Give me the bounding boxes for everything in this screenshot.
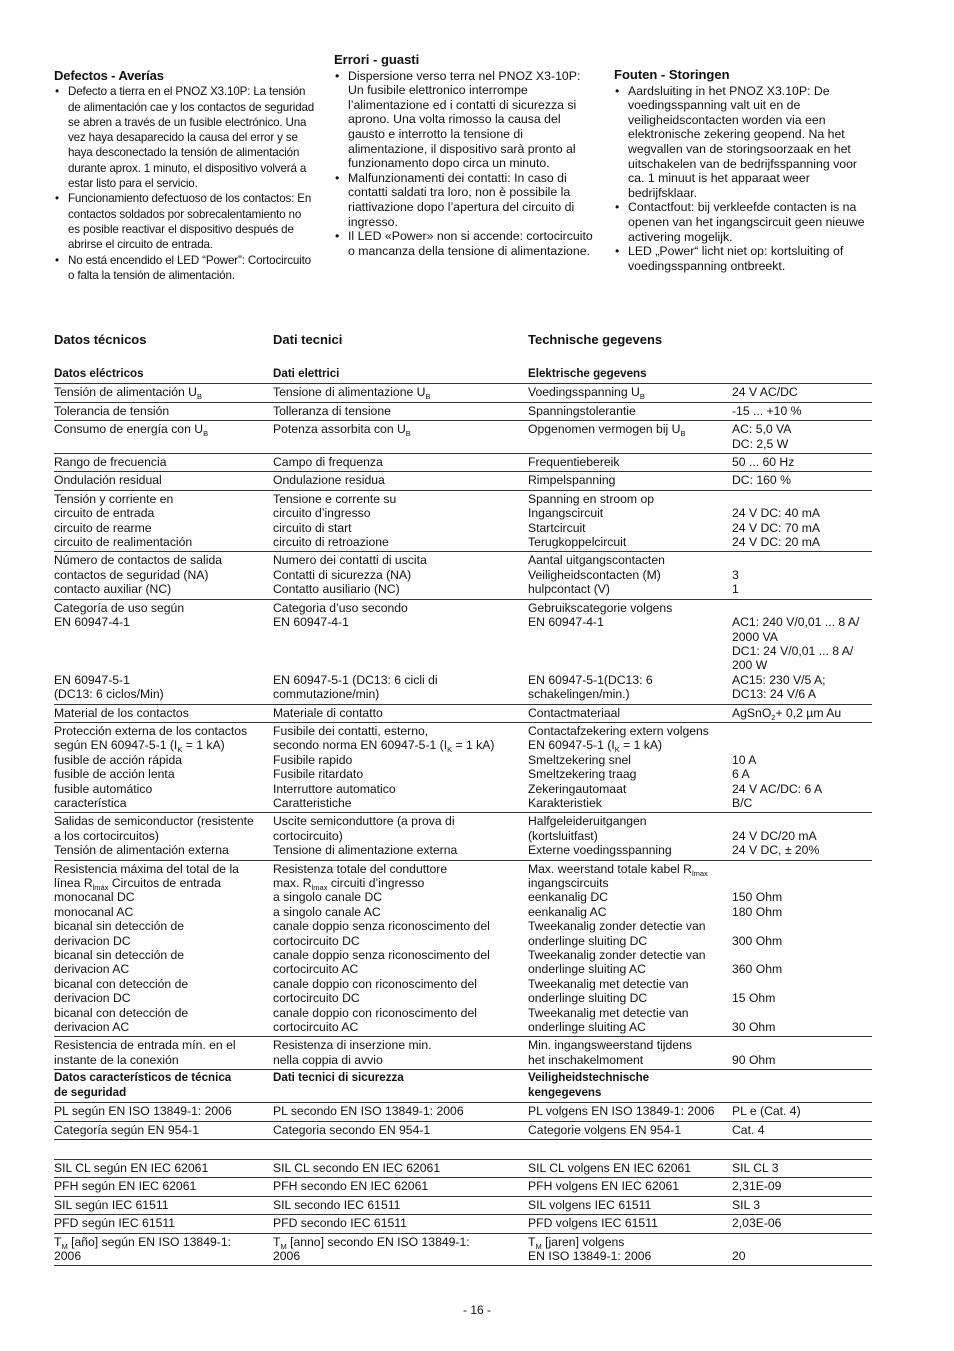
- cell-value: 3 1: [732, 552, 872, 599]
- cell-es: Datos característicos de técnica de seguridad: [54, 1070, 273, 1103]
- cell-it: Dati elettrici: [273, 366, 528, 384]
- cell-value: -15 ... +10 %: [732, 402, 872, 420]
- cell-nl: Frequentiebereik: [528, 454, 732, 472]
- table-row: [54, 384, 872, 402]
- nl-faults-list: [614, 84, 876, 274]
- cell-value: AC: 5,0 VA DC: 2,5 W: [732, 421, 872, 454]
- cell-es: Tensión y corriente en circuito de entrada circuito de rearme circuito de realimentación: [54, 490, 273, 552]
- cell-es: Consumo de energía con $U_B$: [54, 421, 273, 454]
- cell-nl: SIL CL volgens EN IEC 62061: [528, 1159, 732, 1177]
- cell-it: SIL secondo IEC 61511: [273, 1196, 528, 1214]
- cell-value: 2,03E-06: [732, 1215, 872, 1233]
- table-row: [54, 722, 872, 812]
- cell-value: 24 V DC: 40 mA 24 V DC: 70 mA 24 V DC: 20 mA: [732, 490, 872, 552]
- page-number: - 16 -: [462, 1303, 491, 1317]
- table-row: [54, 402, 872, 420]
- bullet-item: • Il LED «Power» non si accende: cortocircuito o mancanza della tensione di alimentazione.: [334, 229, 596, 258]
- table-row: [54, 1139, 872, 1159]
- cell-it: Numero dei contatti di uscita Contatti di sicurezza (NA) Contatto ausiliario (NC): [273, 552, 528, 599]
- bullet-item: • LED „Power“ licht niet op: kortsluiting of voedingsspanning ontbreekt.: [614, 244, 876, 273]
- cell-value: [732, 1139, 872, 1159]
- heading-it: Dati tecnici: [273, 332, 343, 347]
- cell-it: Materiale di contatto: [273, 704, 528, 722]
- cell-nl: Max. weerstand totale kabel $R_{lmax}$ ingangscircuits eenkanalig DC eenkanalig AC Tweekanalig zonder detectie van onderlinge sluiting DC Tweekanalig zonder detectie van onderlinge sluiting AC Tweekanalig met detectie van onderlinge sluiting DC Tweekanalig met detectie van onderlinge sluiting AC: [528, 860, 732, 1037]
- cell-value: SIL 3: [732, 1196, 872, 1214]
- cell-nl: Rimpelspanning: [528, 472, 732, 490]
- technical-data-table: [54, 366, 872, 1266]
- table-row: [54, 813, 872, 860]
- cell-es: SIL CL según EN IEC 62061: [54, 1159, 273, 1177]
- cell-nl: Opgenomen vermogen bij $U_B$: [528, 421, 732, 454]
- cell-nl: Contactafzekering extern volgens EN 60947-5-1 ($I_K = 1$ kA) Smeltzekering snel Smeltzekering traag Zekeringautomaat Karakteristiek: [528, 722, 732, 812]
- cell-es: Tolerancia de tensión: [54, 402, 273, 420]
- bullet-item: • No está encendido el LED “Power”: Cortocircuito o falta la tensión de alimentación.: [54, 253, 316, 284]
- nl-faults-title: Fouten - Storingen: [614, 67, 730, 82]
- cell-nl: Gebruikscategorie volgens EN 60947-4-1 EN 60947-5-1(DC13: 6 schakelingen/min.): [528, 599, 732, 704]
- cell-value: AgSnO$_2$+ 0,2 µm Au: [732, 704, 872, 722]
- cell-it: PFH secondo EN IEC 62061: [273, 1178, 528, 1196]
- bullet-item: • Contactfout: bij verkleefde contacten is na openen van het ingangscircuit geen nieuwe activering mogelijk.: [614, 200, 876, 244]
- table-row: [54, 1159, 872, 1177]
- cell-es: PFD según IEC 61511: [54, 1215, 273, 1233]
- cell-es: Categoría según EN 954-1: [54, 1121, 273, 1139]
- cell-nl: Spanning en stroom op Ingangscircuit Startcircuit Terugkoppelcircuit: [528, 490, 732, 552]
- cell-nl: $T_M$ [jaren] volgens EN ISO 13849-1: 2006: [528, 1233, 732, 1266]
- cell-it: Categoria secondo EN 954-1: [273, 1121, 528, 1139]
- cell-value: SIL CL 3: [732, 1159, 872, 1177]
- cell-nl: Elektrische gegevens: [528, 366, 732, 384]
- table-row: [54, 1103, 872, 1121]
- table-row: [54, 1178, 872, 1196]
- cell-es: Resistencia máxima del total de la línea $R_{lmáx}$ Circuitos de entrada monocanal DC monocanal AC bicanal sin detección de derivacion DC bicanal sin detección de derivacion AC bicanal con detección de derivacion DC bicanal con detección de derivacion AC: [54, 860, 273, 1037]
- cell-nl: SIL volgens IEC 61511: [528, 1196, 732, 1214]
- cell-nl: Aantal uitgangscontacten Veiligheidscontacten (M) hulpcontact (V): [528, 552, 732, 599]
- cell-it: $T_M$ [anno] secondo EN ISO 13849-1: 2006: [273, 1233, 528, 1266]
- es-faults-section: [54, 68, 316, 283]
- cell-es: Categoría de uso según EN 60947-4-1 EN 60947-5-1 (DC13: 6 ciclos/Min): [54, 599, 273, 704]
- cell-nl: Contactmateriaal: [528, 704, 732, 722]
- cell-it: Ondulazione residua: [273, 472, 528, 490]
- cell-nl: Spanningstolerantie: [528, 402, 732, 420]
- section-header-row: [54, 1070, 872, 1103]
- cell-es: Protección externa de los contactos según EN 60947-5-1 ($I_K = 1$ kA) fusible de acción rápida fusible de acción lenta fusible automático característica: [54, 722, 273, 812]
- bullet-item: • Dispersione verso terra nel PNOZ X3-10P: Un fusibile elettronico interrompe l’alimentazione ed i contatti di sicurezza si aprono. Una volta rimosso la causa del gausto e interrotto la tensione di alimentazione, il dispositivo sarà pronto al funzionamento dopo circa un minuto.: [334, 69, 596, 171]
- cell-it: Dati tecnici di sicurezza: [273, 1070, 528, 1103]
- table-row: [54, 860, 872, 1037]
- cell-es: Salidas de semiconductor (resistente a los cortocircuitos) Tensión de alimentación externa: [54, 813, 273, 860]
- table-row: [54, 599, 872, 704]
- cell-it: Resistenza totale del conduttore max. $R_{lmax}$ circuiti d’ingresso a singolo canale DC a singolo canale AC canale doppio senza riconoscimento del cortocircuito DC canale doppio senza riconoscimento del cortocircuito AC canale doppio con riconoscimento del cortocircuito DC canale doppio con riconoscimento del cortocircuito AC: [273, 860, 528, 1037]
- cell-it: PFD secondo IEC 61511: [273, 1215, 528, 1233]
- cell-value: 150 Ohm 180 Ohm 300 Ohm 360 Ohm 15 Ohm 30 Ohm: [732, 860, 872, 1037]
- cell-nl: Categorie volgens EN 954-1: [528, 1121, 732, 1139]
- cell-value: PL e (Cat. 4): [732, 1103, 872, 1121]
- table-row: [54, 454, 872, 472]
- cell-es: Resistencia de entrada mín. en el instante de la conexión: [54, 1037, 273, 1070]
- cell-nl: Veiligheidstechnische kengegevens: [528, 1070, 732, 1103]
- cell-value: 24 V AC/DC: [732, 384, 872, 402]
- cell-nl: PL volgens EN ISO 13849-1: 2006: [528, 1103, 732, 1121]
- cell-es: PFH según EN IEC 62061: [54, 1178, 273, 1196]
- it-faults-title: Errori - guasti: [334, 52, 420, 67]
- cell-nl: Min. ingangsweerstand tijdens het inschakelmoment: [528, 1037, 732, 1070]
- cell-value: 90 Ohm: [732, 1037, 872, 1070]
- bullet-item: • Funcionamiento defectuoso de los contactos: En contactos soldados por sobrecalentamiento no es posible reactivar el dispositivo después de abrirse el circuito de entrada.: [54, 191, 316, 252]
- cell-it: PL secondo EN ISO 13849-1: 2006: [273, 1103, 528, 1121]
- section-header-row: [54, 366, 872, 384]
- cell-es: Datos eléctricos: [54, 366, 273, 384]
- table-row: [54, 1121, 872, 1139]
- cell-nl: Halfgeleideruitgangen (kortsluitfast) Externe voedingsspanning: [528, 813, 732, 860]
- it-faults-section: [334, 53, 596, 258]
- table-row: [54, 704, 872, 722]
- cell-nl: PFD volgens IEC 61511: [528, 1215, 732, 1233]
- cell-es: Número de contactos de salida contactos de seguridad (NA) contacto auxiliar (NC): [54, 552, 273, 599]
- cell-it: Potenza assorbita con $U_B$: [273, 421, 528, 454]
- cell-value: 24 V DC/20 mA 24 V DC, ± 20%: [732, 813, 872, 860]
- cell-es: $T_M$ [año] según EN ISO 13849-1: 2006: [54, 1233, 273, 1266]
- cell-it: Tensione e corrente su circuito d’ingresso circuito di start circuito di retroazione: [273, 490, 528, 552]
- table-row: [54, 1037, 872, 1070]
- table-row: [54, 421, 872, 454]
- es-faults-list: [54, 84, 316, 283]
- cell-nl: [528, 1139, 732, 1159]
- cell-it: [273, 1139, 528, 1159]
- table-row: [54, 1215, 872, 1233]
- cell-es: SIL según IEC 61511: [54, 1196, 273, 1214]
- heading-es: Datos técnicos: [54, 332, 147, 347]
- cell-es: PL según EN ISO 13849-1: 2006: [54, 1103, 273, 1121]
- cell-es: Tensión de alimentación $U_B$: [54, 384, 273, 402]
- nl-faults-section: [614, 68, 876, 273]
- heading-nl: Technische gegevens: [528, 332, 663, 347]
- cell-es: [54, 1139, 273, 1159]
- cell-it: Tensione di alimentazione $U_B$: [273, 384, 528, 402]
- es-faults-title: Defectos - Averías: [54, 68, 164, 83]
- bullet-item: • Malfunzionamenti dei contatti: In caso di contatti saldati tra loro, non è possibile la riattivazione dopo l’apertura del circuito di ingresso.: [334, 171, 596, 229]
- cell-nl: Voedingsspanning $U_B$: [528, 384, 732, 402]
- cell-value: 50 ... 60 Hz: [732, 454, 872, 472]
- cell-it: Uscite semiconduttore (a prova di cortocircuito) Tensione di alimentazione externa: [273, 813, 528, 860]
- cell-value: [732, 1070, 872, 1103]
- technical-data-headings: [54, 333, 872, 351]
- bullet-item: • Defecto a tierra en el PNOZ X3.10P: La tensión de alimentación cae y los contactos de seguridad se abren a través de un fusible electrónico. Una vez haya desaparecido la causa del error y se haya desconectado la tensión de alimentación durante aprox. 1 minuto, el dispositivo volverá a estar listo para el servicio.: [54, 84, 316, 191]
- cell-es: Material de los contactos: [54, 704, 273, 722]
- table-row: [54, 1233, 872, 1266]
- cell-es: Ondulación residual: [54, 472, 273, 490]
- cell-es: Rango de frecuencia: [54, 454, 273, 472]
- table-row: [54, 490, 872, 552]
- cell-it: Tolleranza di tensione: [273, 402, 528, 420]
- cell-it: SIL CL secondo EN IEC 62061: [273, 1159, 528, 1177]
- cell-value: 10 A 6 A 24 V AC/DC: 6 A B/C: [732, 722, 872, 812]
- bullet-item: • Aardsluiting in het PNOZ X3.10P: De voedingsspanning valt uit en de veiligheidscontacten worden via een elektronische zekering geopend. Na het wegvallen van de storingsoorzaak en het uitschakelen van de bedrijfsspanning voor ca. 1 minuut is het apparaat weer bedrijfsklaar.: [614, 84, 876, 201]
- cell-value: DC: 160 %: [732, 472, 872, 490]
- cell-value: 2,31E-09: [732, 1178, 872, 1196]
- cell-value: AC1: 240 V/0,01 ... 8 A/ 2000 VA DC1: 24 V/0,01 ... 8 A/ 200 W AC15: 230 V/5 A; DC13: 24 V/6 A: [732, 599, 872, 704]
- cell-it: Categoria d’uso secondo EN 60947-4-1 EN 60947-5-1 (DC13: 6 cicli di commutazione/min): [273, 599, 528, 704]
- cell-it: Fusibile dei contatti, esterno, secondo norma EN 60947-5-1 ($I_K = 1$ kA) Fusibile rapido Fusibile ritardato Interruttore automatico Caratteristiche: [273, 722, 528, 812]
- cell-it: Resistenza di inserzione min. nella coppia di avvio: [273, 1037, 528, 1070]
- cell-it: Campo di frequenza: [273, 454, 528, 472]
- table-row: [54, 552, 872, 599]
- cell-nl: PFH volgens EN IEC 62061: [528, 1178, 732, 1196]
- cell-value: 20: [732, 1233, 872, 1266]
- it-faults-list: [334, 69, 596, 259]
- cell-value: Cat. 4: [732, 1121, 872, 1139]
- table-row: [54, 1196, 872, 1214]
- cell-value: [732, 366, 872, 384]
- table-row: [54, 472, 872, 490]
